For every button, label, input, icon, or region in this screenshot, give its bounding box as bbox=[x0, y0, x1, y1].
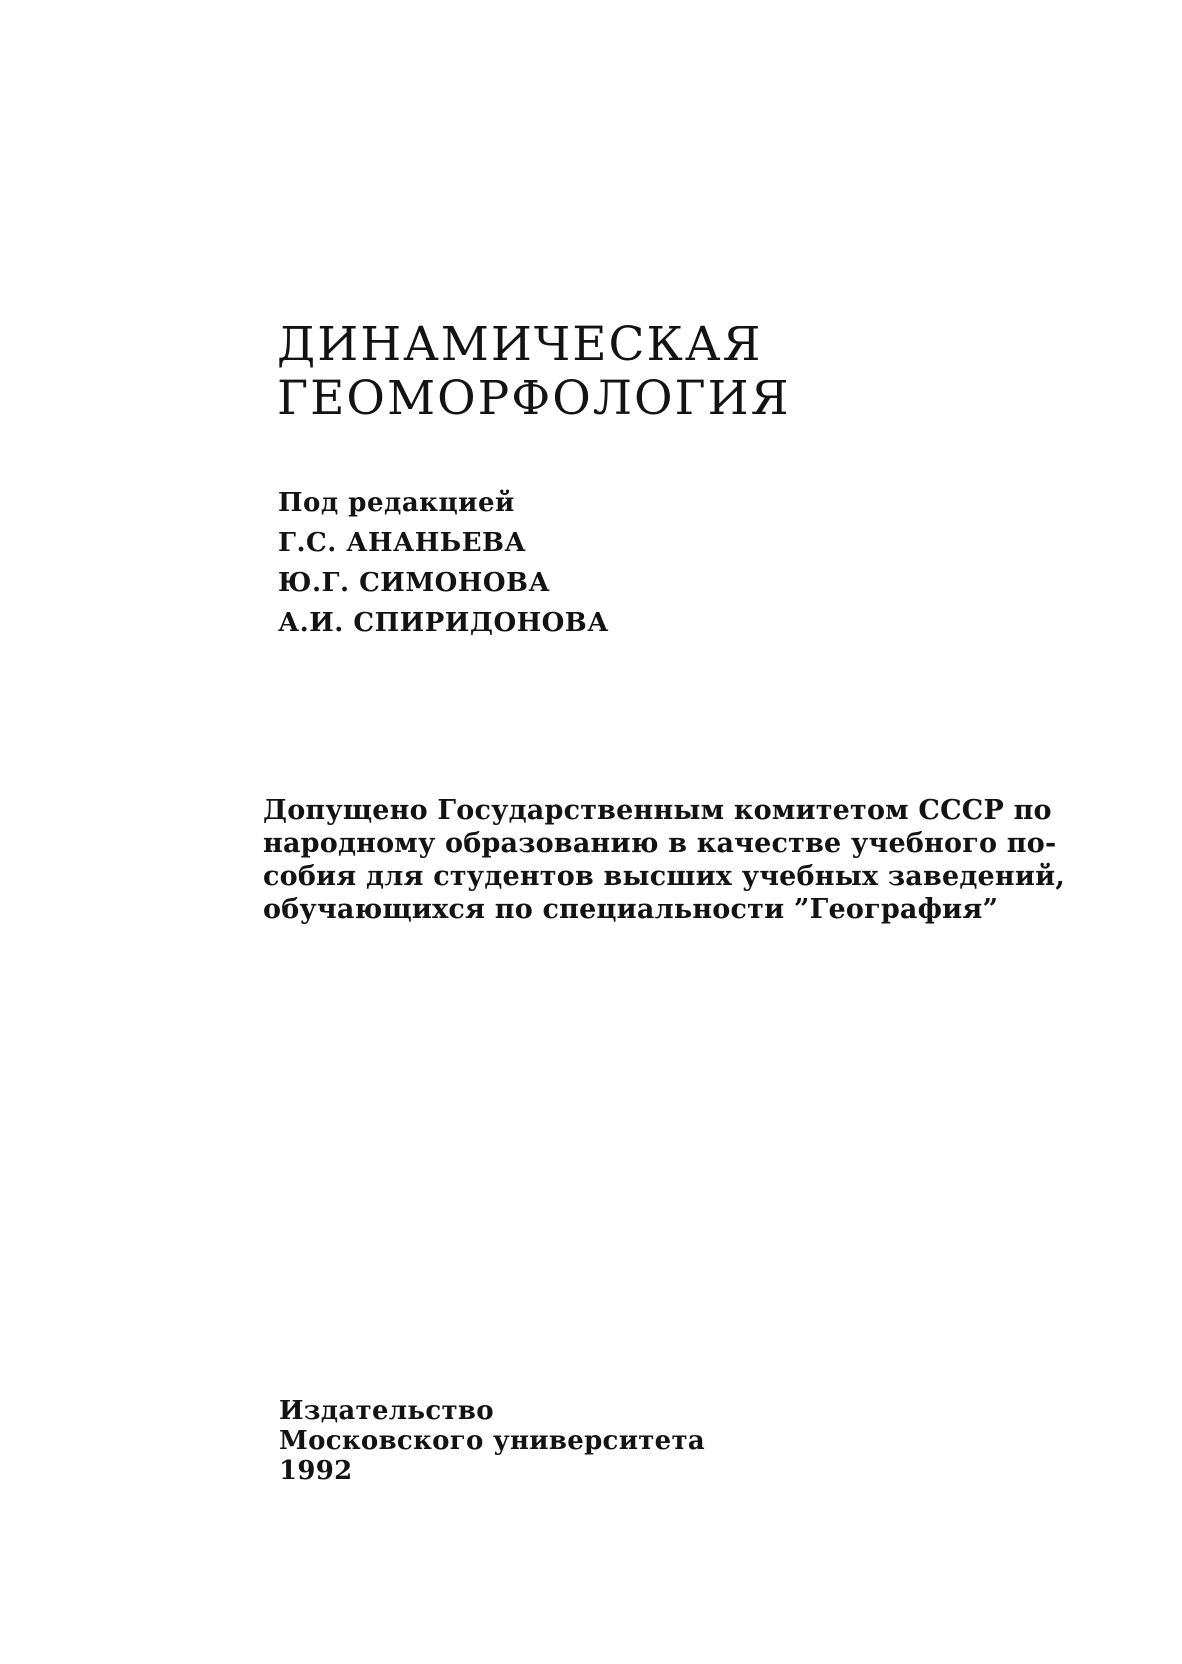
admission-line: Допущено Государственным комитетом СССР по bbox=[263, 795, 1052, 826]
admission-line: обучающихся по специальности ”География” bbox=[263, 894, 999, 925]
publisher-name-line-1: Издательство bbox=[279, 1396, 494, 1426]
publication-year: 1992 bbox=[279, 1456, 353, 1486]
book-title-line-2: ГЕОМОРФОЛОГИЯ bbox=[277, 371, 791, 426]
publisher-name-line-2: Московского университета bbox=[279, 1426, 706, 1456]
editor-name: Ю.Г. СИМОНОВА bbox=[278, 568, 551, 598]
editors-block bbox=[278, 483, 609, 643]
book-title bbox=[277, 318, 791, 426]
book-title-line-1: ДИНАМИЧЕСКАЯ bbox=[277, 317, 763, 372]
editor-name: А.И. СПИРИДОНОВА bbox=[278, 608, 609, 638]
editor-name: Г.С. АНАНЬЕВА bbox=[278, 528, 527, 558]
admission-statement bbox=[263, 794, 1065, 926]
admission-line: народному образованию в качестве учебного по- bbox=[263, 828, 1057, 859]
editors-heading: Под редакцией bbox=[278, 488, 515, 518]
admission-line: собия для студентов высших учебных заведений, bbox=[263, 861, 1065, 892]
imprint-block bbox=[279, 1396, 705, 1486]
